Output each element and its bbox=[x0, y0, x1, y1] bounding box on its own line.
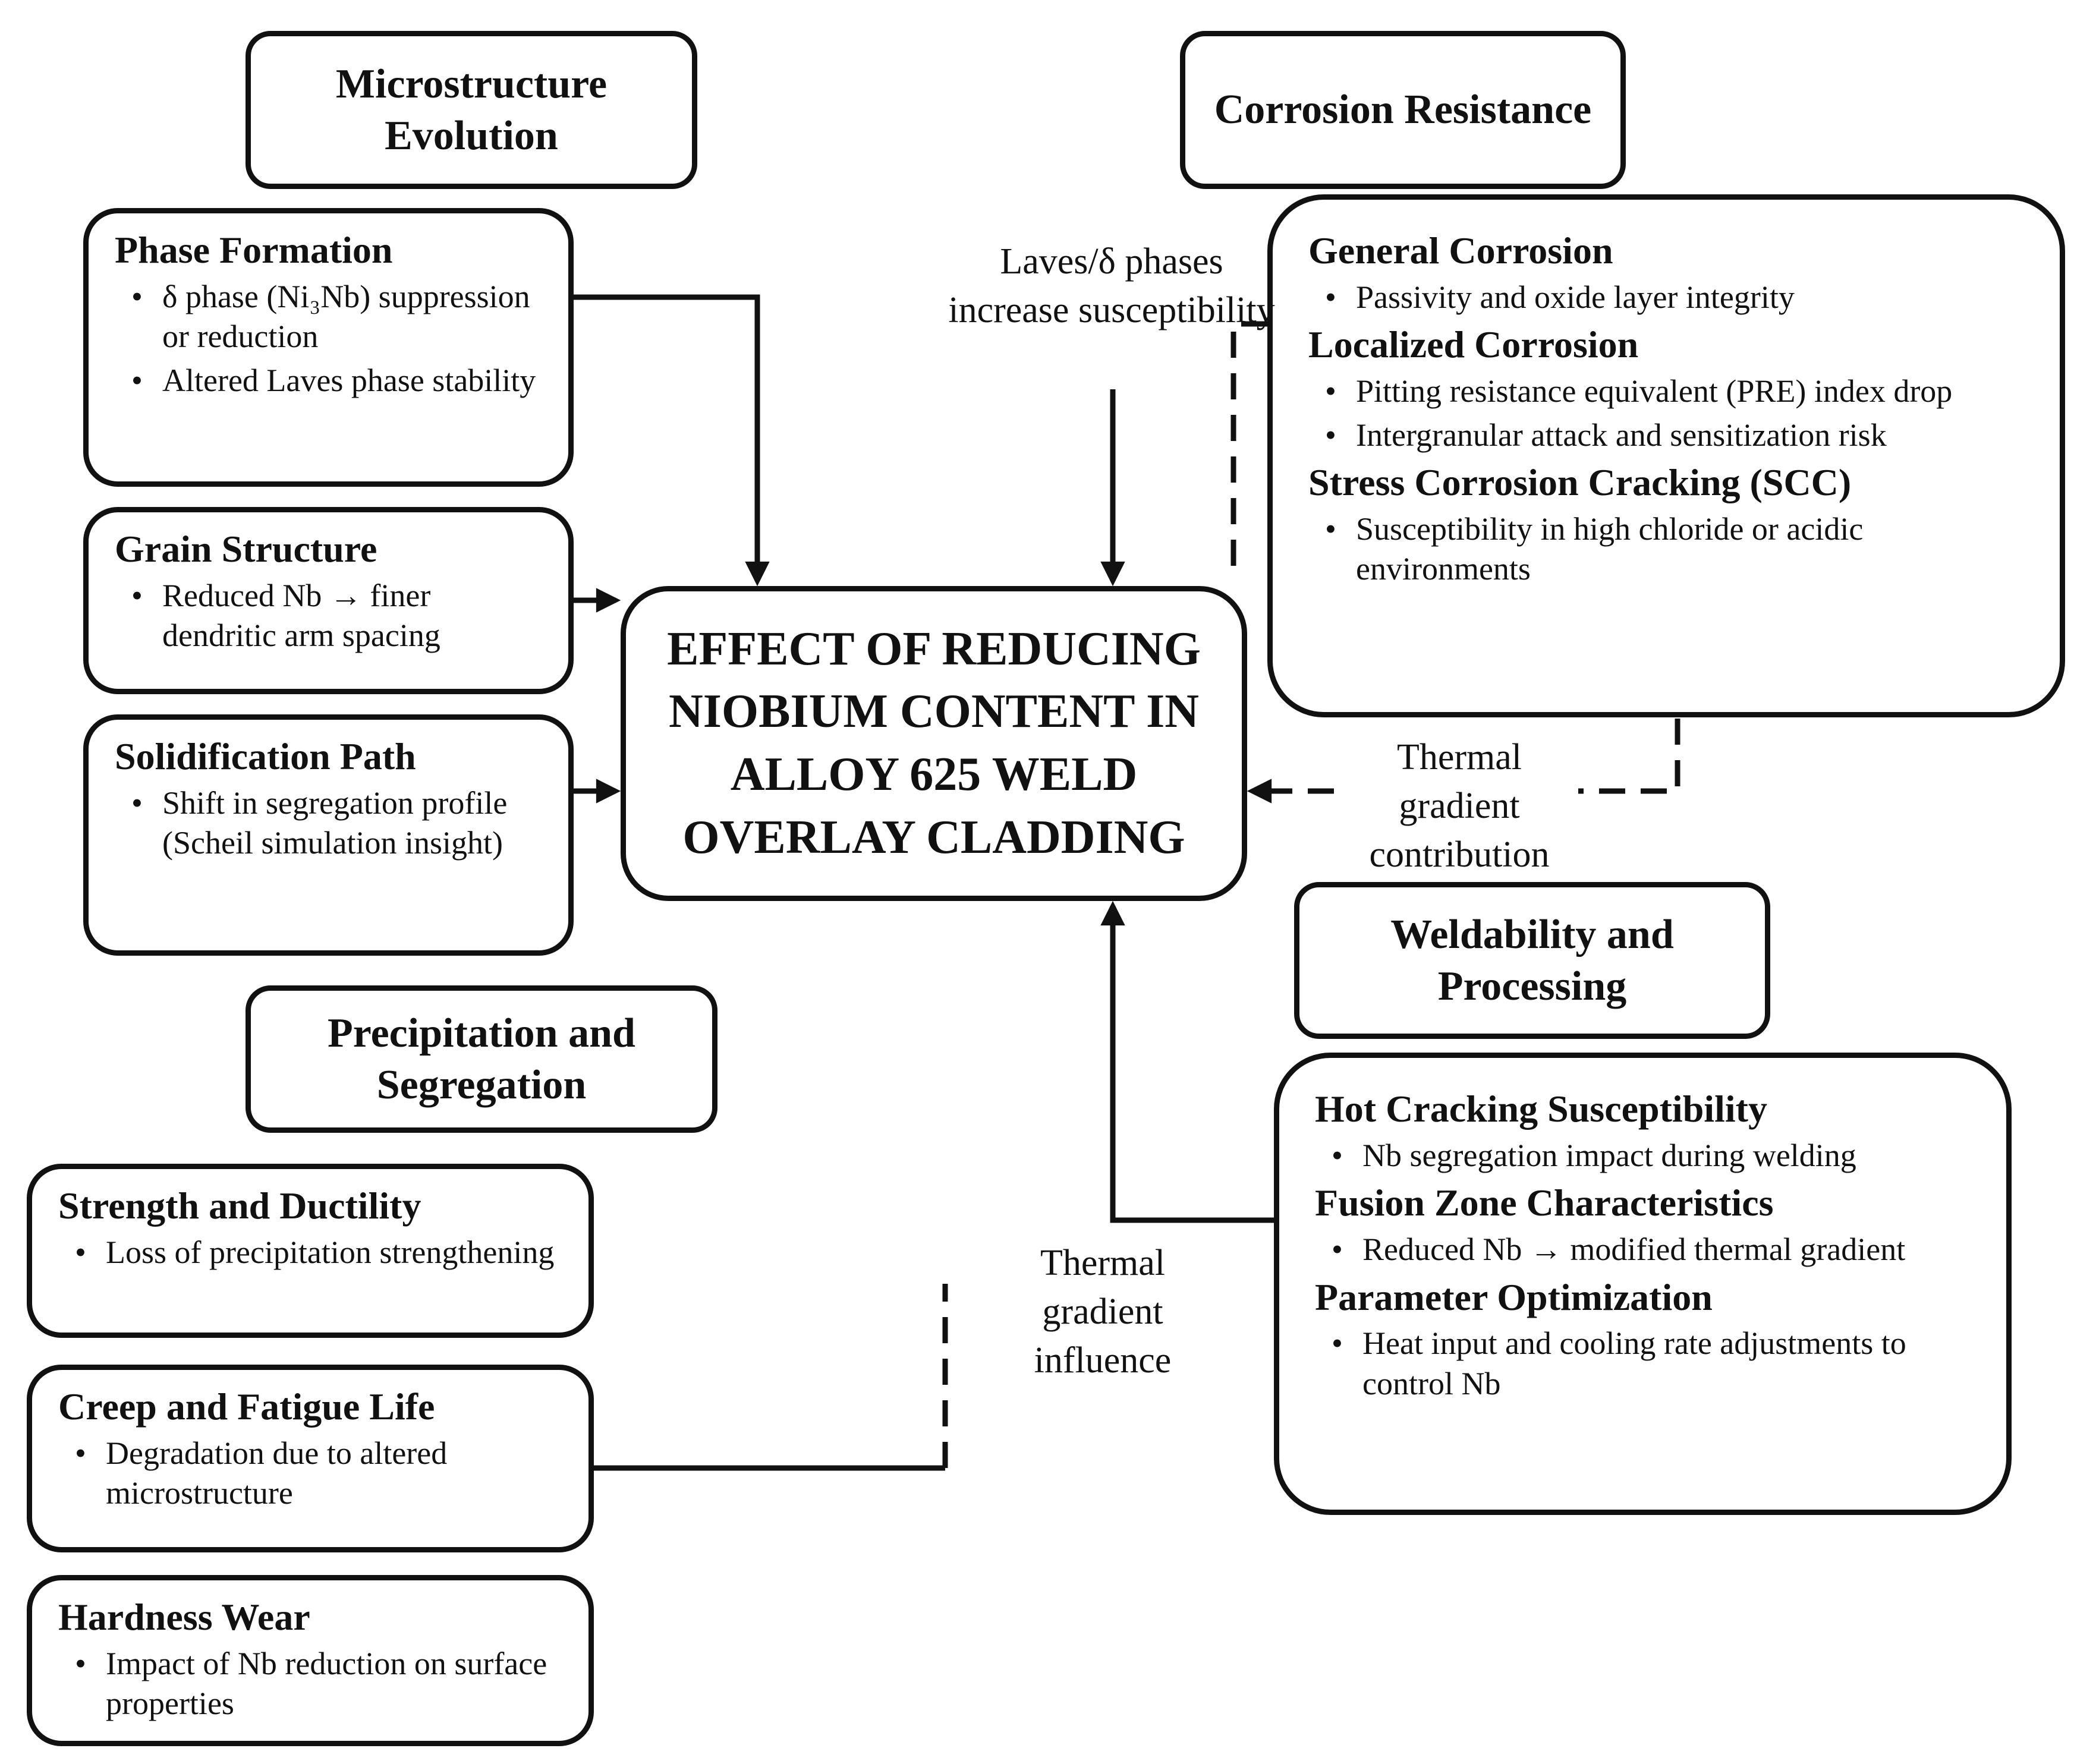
bullet-item: • Shift in segregation profile (Scheil simulation insight) bbox=[115, 783, 545, 864]
box-title: Strength and Ductility bbox=[58, 1185, 421, 1227]
section-stress-corrosion-cracking bbox=[1308, 460, 2025, 590]
bullet-list bbox=[115, 783, 545, 864]
header-precipitation-segregation: Precipitation and Segregation bbox=[246, 985, 717, 1133]
bullet-list bbox=[58, 1644, 565, 1724]
bullet-item: • Loss of precipitation strengthening bbox=[58, 1233, 565, 1273]
box-solidification-path bbox=[83, 714, 574, 956]
section-fusion-zone bbox=[1315, 1180, 1972, 1270]
box-corrosion-detail bbox=[1267, 194, 2065, 717]
center-node-title: EFFECT OF REDUCING NIOBIUM CONTENT IN ALLOY 625 WELD OVERLAY CLADDING bbox=[667, 622, 1201, 864]
bullet-item: • Pitting resistance equivalent (PRE) index drop bbox=[1308, 371, 2025, 412]
section-title: Stress Corrosion Cracking (SCC) bbox=[1308, 461, 1852, 504]
bullet-item: • Degradation due to altered microstructure bbox=[58, 1434, 565, 1514]
label-thermal-gradient-contribution: Thermal gradient contribution bbox=[1340, 731, 1578, 881]
header-corrosion-resistance: Corrosion Resistance bbox=[1180, 31, 1626, 189]
box-title: Hardness Wear bbox=[58, 1596, 310, 1638]
label-thermal-gradient-influence: Thermal gradient influence bbox=[1034, 1243, 1172, 1381]
section-title: Fusion Zone Characteristics bbox=[1315, 1182, 1774, 1224]
connector-corrosion-to-laves-dashed bbox=[1233, 324, 1267, 578]
bullet-item: • δ phase (Ni₃Nb) suppression or reduction bbox=[115, 277, 545, 357]
bullet-list bbox=[1315, 1136, 1972, 1176]
section-localized-corrosion bbox=[1308, 322, 2025, 455]
connector-phase-formation-to-center bbox=[574, 297, 757, 581]
box-title: Phase Formation bbox=[115, 229, 393, 271]
box-creep-fatigue-life bbox=[27, 1365, 594, 1552]
bullet-item: • Impact of Nb reduction on surface properties bbox=[58, 1644, 565, 1724]
bullet-list bbox=[58, 1233, 565, 1273]
label-laves-susceptibility: Laves/δ phases increase susceptibility bbox=[948, 241, 1275, 330]
bullet-list bbox=[1308, 278, 2025, 318]
bullet-item: • Heat input and cooling rate adjustments to control Nb bbox=[1315, 1324, 1972, 1404]
center-node bbox=[621, 586, 1247, 901]
header-microstructure-evolution: Microstructure Evolution bbox=[246, 31, 697, 189]
bullet-item: • Passivity and oxide layer integrity bbox=[1308, 278, 2025, 318]
bullet-list bbox=[115, 277, 545, 401]
bullet-item: • Intergranular attack and sensitization risk bbox=[1308, 415, 2025, 456]
bullet-item: • Reduced Nb → modified thermal gradient bbox=[1315, 1230, 1972, 1270]
bullet-list bbox=[1308, 371, 2025, 455]
section-title: General Corrosion bbox=[1308, 229, 1613, 272]
box-weldability-detail bbox=[1274, 1053, 2012, 1515]
section-title: Localized Corrosion bbox=[1308, 323, 1639, 366]
box-phase-formation bbox=[83, 208, 574, 487]
section-general-corrosion bbox=[1308, 228, 2025, 317]
box-strength-ductility bbox=[27, 1164, 594, 1338]
section-title: Parameter Optimization bbox=[1315, 1275, 1713, 1318]
section-title: Hot Cracking Susceptibility bbox=[1315, 1088, 1767, 1130]
connector-weldability-to-center bbox=[1113, 906, 1274, 1220]
box-title: Grain Structure bbox=[115, 528, 377, 570]
section-parameter-optimization bbox=[1315, 1275, 1972, 1404]
bullet-item: • Susceptibility in high chloride or acidic environments bbox=[1308, 509, 2025, 590]
bullet-list bbox=[58, 1434, 565, 1514]
bullet-item: • Reduced Nb → finer dendritic arm spacing bbox=[115, 576, 545, 656]
bullet-item: • Nb segregation impact during welding bbox=[1315, 1136, 1972, 1176]
bullet-list bbox=[115, 576, 545, 656]
bullet-list bbox=[1315, 1230, 1972, 1270]
box-hardness-wear bbox=[27, 1575, 594, 1746]
box-title: Solidification Path bbox=[115, 735, 416, 777]
bullet-item: • Altered Laves phase stability bbox=[115, 361, 545, 401]
bullet-list bbox=[1308, 509, 2025, 590]
box-title: Creep and Fatigue Life bbox=[58, 1385, 435, 1428]
box-grain-structure bbox=[83, 507, 574, 694]
section-hot-cracking bbox=[1315, 1086, 1972, 1176]
bullet-list bbox=[1315, 1324, 1972, 1404]
header-weldability-processing: Weldability and Processing bbox=[1294, 882, 1770, 1039]
